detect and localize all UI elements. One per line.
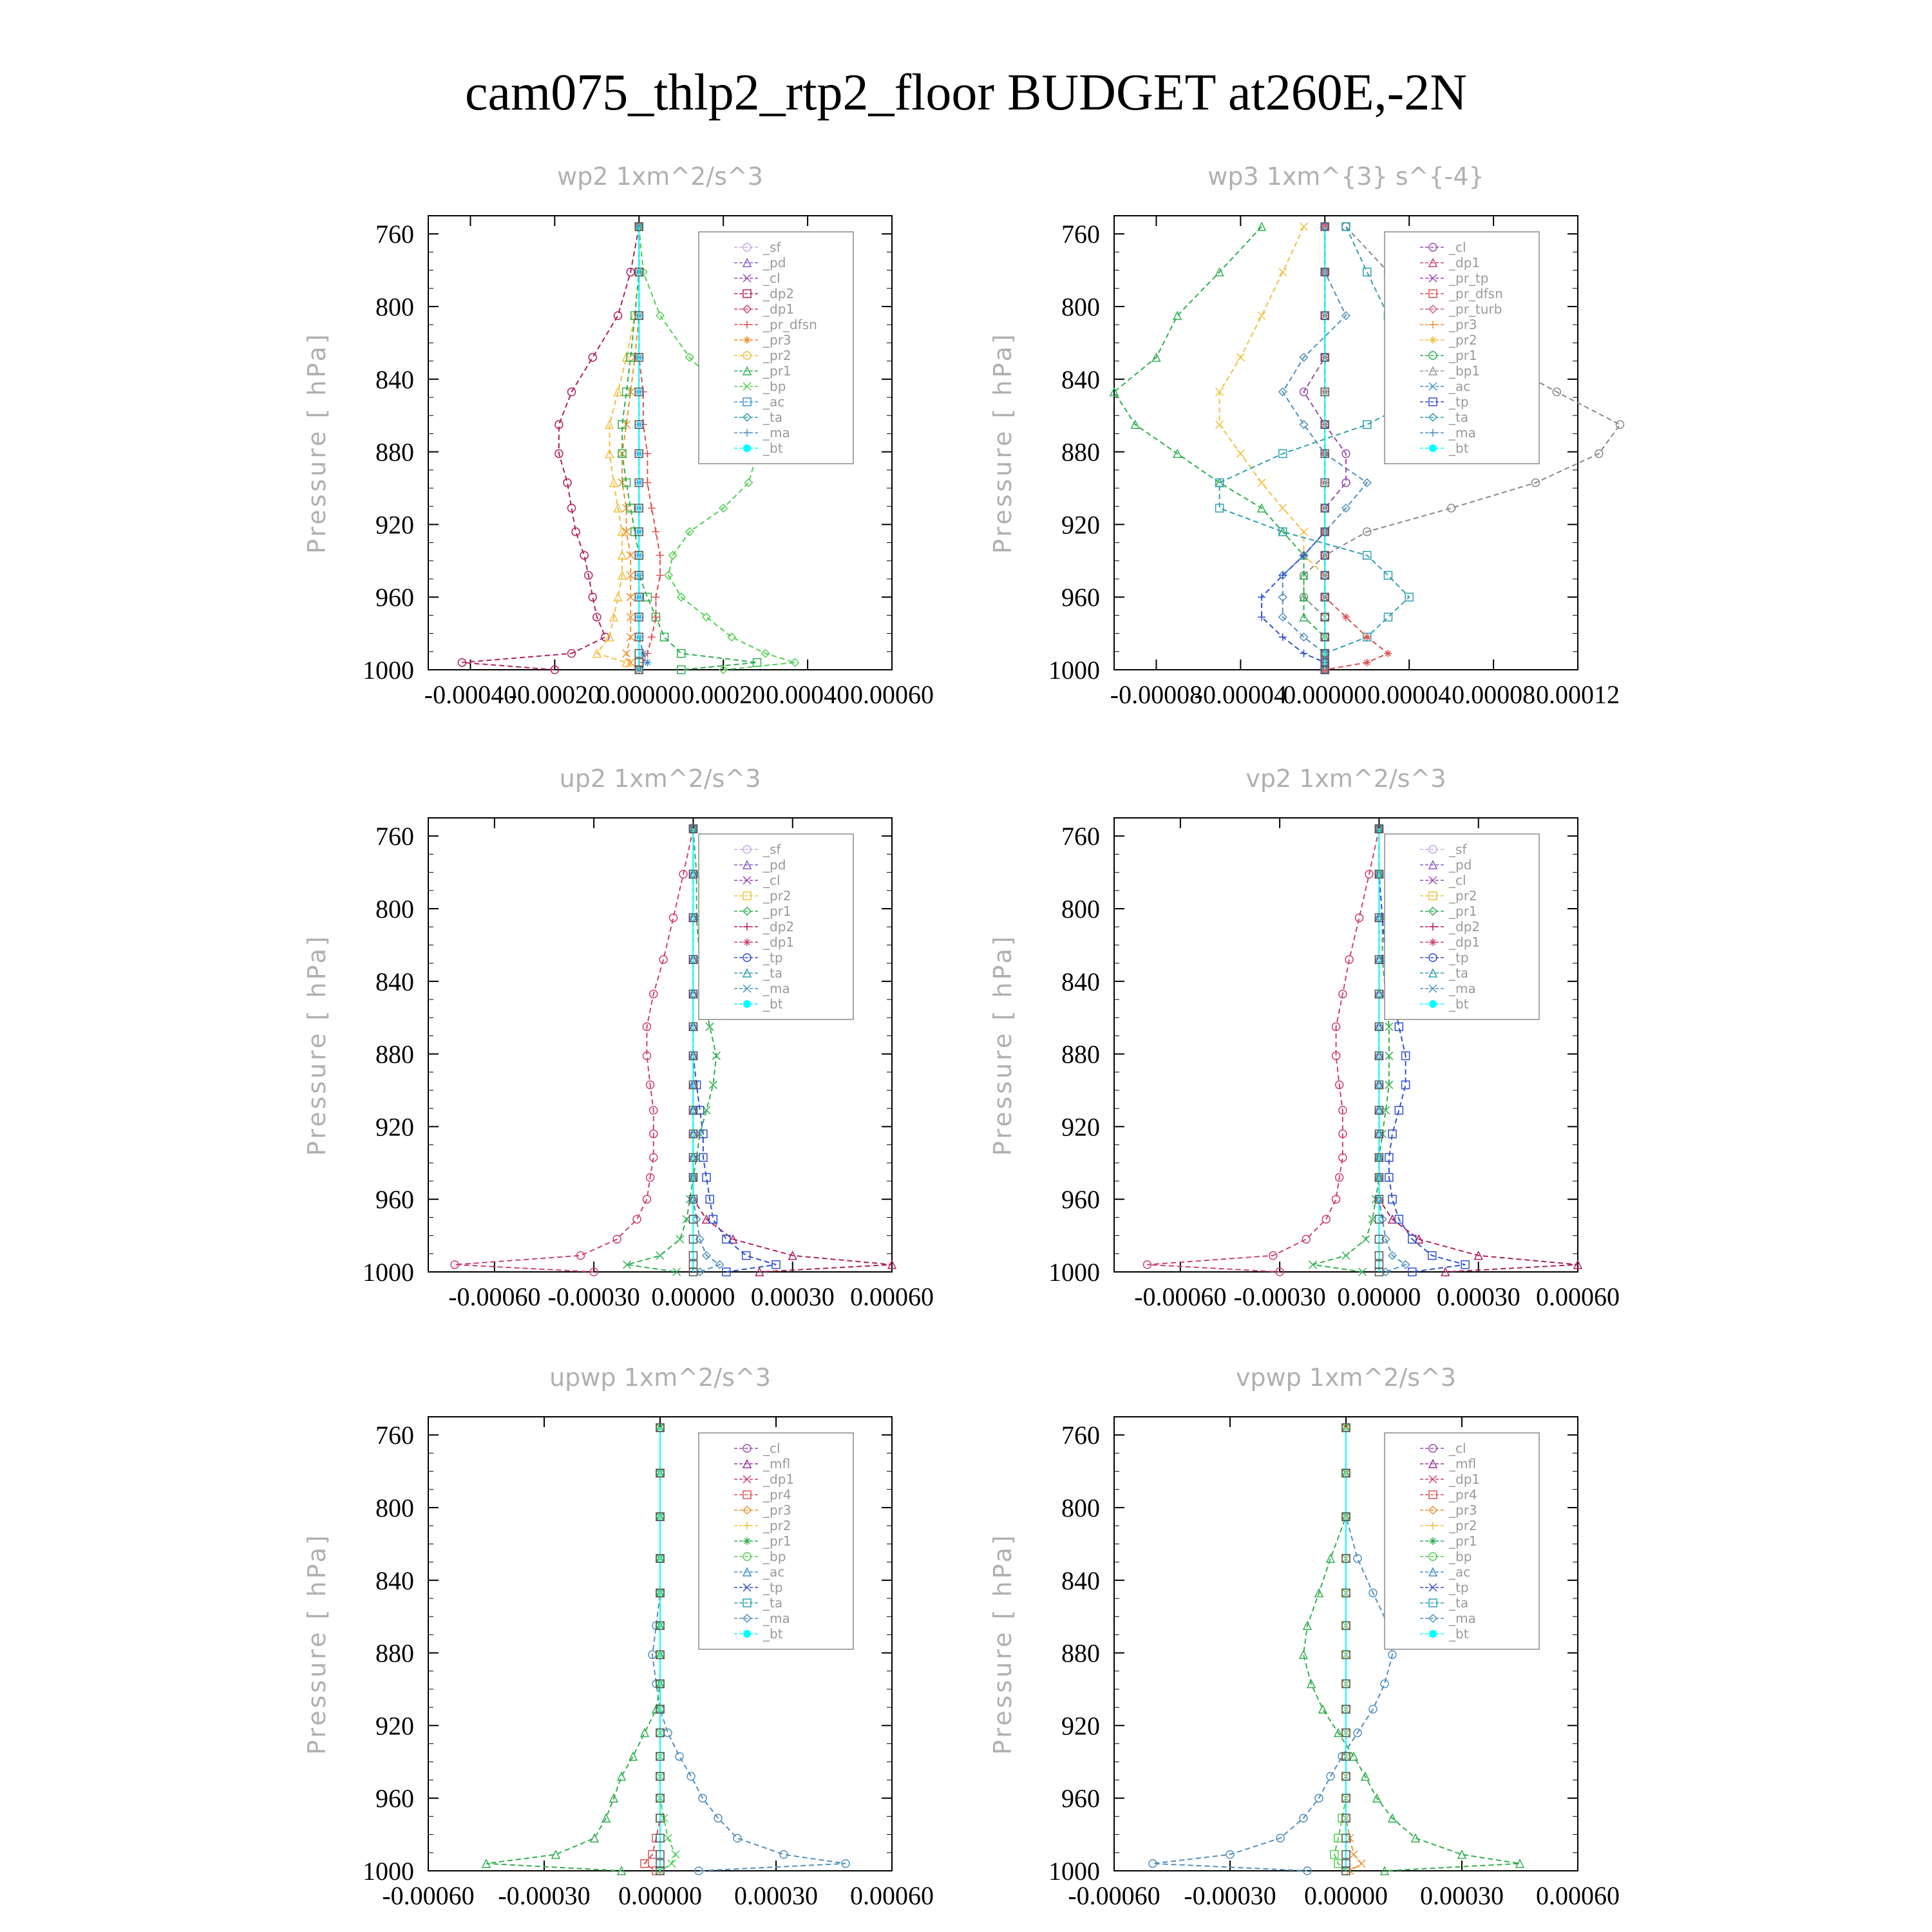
legend-marker <box>1429 1000 1437 1008</box>
data-point <box>676 1752 683 1760</box>
data-point <box>734 1834 741 1842</box>
data-point <box>1258 593 1265 601</box>
legend-label: _pr4 <box>763 1487 791 1502</box>
panel-title: vpwp 1xm^2/s^3 <box>1235 1363 1457 1392</box>
chart-panel-5 <box>303 1363 934 1910</box>
x-tick-label: -0.00060 <box>382 1881 475 1910</box>
legend-label: _tp <box>1449 394 1469 410</box>
y-tick-label: 760 <box>1061 1421 1100 1450</box>
legend-label: _pd <box>1449 857 1472 873</box>
legend-label: _dp2 <box>1449 919 1481 934</box>
y-tick-label: 760 <box>1061 220 1100 249</box>
series-dp1 <box>1143 825 1383 1276</box>
legend-label: _bt <box>1449 996 1469 1012</box>
legend-label: _bt <box>763 440 783 456</box>
data-point <box>633 1215 641 1223</box>
legend-label: _pr2 <box>1449 1518 1477 1533</box>
legend-label: _cl <box>763 270 781 286</box>
y-axis-label: Pressure [ hPa] <box>989 934 1017 1156</box>
x-tick-label: -0.00020 <box>508 680 601 709</box>
legend-label: _cl <box>763 1441 781 1456</box>
x-tick-label: 0.00000 <box>597 680 681 709</box>
data-point <box>1279 268 1287 276</box>
x-tick-label: 0.00020 <box>681 680 766 709</box>
data-point <box>648 633 656 641</box>
x-tick-label: 0.00030 <box>1420 1881 1504 1910</box>
legend-label: _dp2 <box>763 919 795 934</box>
series-bt <box>656 1424 664 1875</box>
data-point <box>1350 1851 1358 1859</box>
data-point <box>1258 479 1265 487</box>
x-tick-label: 0.00060 <box>1536 1881 1620 1910</box>
x-tick-label: 0.00000 <box>1304 1881 1388 1910</box>
series-pr_dfsn <box>1321 223 1392 674</box>
legend <box>1385 1433 1539 1649</box>
data-point <box>1300 223 1308 231</box>
legend-label: _dp1 <box>763 301 795 317</box>
y-tick-label: 1000 <box>363 1857 414 1886</box>
x-tick-label: -0.00030 <box>547 1282 640 1311</box>
data-point <box>1309 1261 1317 1269</box>
legend-label: _pr2 <box>763 1518 791 1533</box>
series-line <box>1346 1428 1361 1871</box>
legend-label: _ma <box>763 425 790 440</box>
series-line <box>645 1428 660 1871</box>
legend-label: _bp <box>763 1549 786 1564</box>
legend-label: _bt <box>1449 1626 1469 1642</box>
legend-label: _dp1 <box>1449 255 1481 270</box>
y-tick-label: 960 <box>1061 1784 1100 1814</box>
legend-label: _tp <box>763 1580 783 1595</box>
data-point <box>1279 633 1287 641</box>
y-tick-label: 920 <box>375 1711 414 1741</box>
data-point <box>643 593 651 601</box>
data-point <box>1384 650 1392 658</box>
legend-marker <box>743 1000 751 1008</box>
legend-label: _pr2 <box>763 348 791 363</box>
y-tick-label: 880 <box>1061 437 1100 467</box>
series-line <box>1153 1428 1392 1871</box>
x-tick-label: 0.00000 <box>1337 1282 1421 1311</box>
data-point <box>591 1834 598 1842</box>
chart-panel-3 <box>303 764 934 1311</box>
x-tick-label: 0.00004 <box>1367 680 1452 709</box>
legend-label: _pr2 <box>1449 332 1477 348</box>
data-point <box>1258 312 1265 319</box>
series-bt <box>635 223 643 674</box>
data-point <box>664 1729 672 1737</box>
data-point <box>1358 1860 1365 1868</box>
figure-title: cam075_thlp2_rtp2_floor BUDGET at260E,-2N <box>464 64 1468 121</box>
x-tick-label: -0.00030 <box>1184 1881 1276 1910</box>
legend <box>1385 834 1539 1019</box>
x-tick-label: 0.00060 <box>850 1881 934 1910</box>
y-tick-label: 840 <box>375 1566 414 1595</box>
x-tick-label: 0.00000 <box>651 1282 735 1311</box>
series-bt <box>1375 825 1383 1276</box>
legend-label: _pr4 <box>1449 1487 1477 1502</box>
legend-marker <box>1429 1630 1437 1638</box>
y-tick-label: 960 <box>1061 1185 1100 1215</box>
chart-panel-4 <box>989 764 1620 1311</box>
legend-label: _ma <box>1449 981 1476 996</box>
data-point <box>652 528 659 536</box>
x-tick-label: 0.00060 <box>850 680 934 709</box>
data-point <box>1236 450 1244 457</box>
legend-label: _ma <box>763 981 790 996</box>
legend-label: _bt <box>763 996 783 1012</box>
y-tick-label: 840 <box>1061 967 1100 996</box>
legend-label: _sf <box>1449 842 1467 857</box>
legend-label: _sf <box>763 842 781 857</box>
legend-label: _ac <box>1449 1564 1471 1580</box>
y-tick-label: 960 <box>375 1784 414 1814</box>
y-tick-label: 840 <box>375 365 414 394</box>
y-tick-label: 760 <box>375 822 414 851</box>
data-point <box>1363 633 1371 641</box>
legend-label: _dp1 <box>763 934 795 950</box>
data-point <box>1342 1252 1350 1260</box>
legend-label: _pr1 <box>1449 1533 1477 1549</box>
legend-label: _dp1 <box>1449 934 1481 950</box>
legend-label: _mfl <box>763 1456 791 1472</box>
x-tick-label: 0.00008 <box>1452 680 1536 709</box>
legend-label: _ta <box>1449 1595 1469 1611</box>
y-tick-label: 1000 <box>363 1258 414 1287</box>
series-line <box>1147 829 1379 1272</box>
data-point <box>664 1834 672 1842</box>
legend-label: _pr1 <box>1449 904 1477 919</box>
data-point <box>643 479 651 487</box>
legend-label: _pr_tp <box>1449 270 1489 286</box>
legend-label: _dp1 <box>1449 1472 1481 1487</box>
legend-label: _mfl <box>1449 1456 1477 1472</box>
legend-label: _dp1 <box>763 1472 795 1487</box>
legend-label: _ma <box>1449 425 1476 440</box>
legend-label: _pr2 <box>1449 888 1477 904</box>
legend-label: _pr1 <box>763 1533 791 1549</box>
data-point <box>1279 504 1287 512</box>
data-point <box>1302 1235 1310 1243</box>
data-point <box>623 650 630 658</box>
data-point <box>648 504 656 512</box>
legend-label: _bp1 <box>1449 363 1481 379</box>
x-tick-label: -0.00030 <box>1233 1282 1326 1311</box>
data-point <box>643 450 651 457</box>
y-axis-label: Pressure [ hPa] <box>989 332 1017 554</box>
legend-label: _pr3 <box>1449 317 1477 332</box>
x-tick-label: -0.00060 <box>448 1282 541 1311</box>
data-point <box>656 551 664 559</box>
legend-label: _ta <box>763 965 783 981</box>
data-point <box>668 1860 676 1868</box>
legend <box>699 834 853 1019</box>
series-line <box>1220 227 1325 670</box>
series-ac <box>635 223 651 674</box>
legend-label: _ac <box>1449 379 1471 394</box>
legend-label: _ac <box>763 1564 785 1580</box>
data-point <box>656 571 664 579</box>
panel-title: up2 1xm^2/s^3 <box>559 764 761 793</box>
data-point <box>1327 1555 1334 1562</box>
x-tick-label: -0.00060 <box>1068 1881 1160 1910</box>
legend <box>699 1433 853 1649</box>
panel-title: wp2 1xm^2/s^3 <box>557 162 763 191</box>
legend-marker <box>743 1630 751 1638</box>
y-tick-label: 880 <box>1061 1638 1100 1668</box>
y-tick-label: 840 <box>375 967 414 996</box>
y-tick-label: 800 <box>375 895 414 923</box>
legend-label: _bp <box>763 379 786 394</box>
data-point <box>656 1252 664 1260</box>
data-point <box>672 1851 679 1859</box>
legend-label: _pr3 <box>763 332 791 348</box>
legend-label: _bp <box>1449 1549 1472 1564</box>
series-bp <box>1331 1424 1350 1875</box>
legend-label: _cl <box>1449 240 1466 255</box>
series-tp <box>1258 223 1329 674</box>
panel-title: wp3 1xm^{3} s^{-4} <box>1208 162 1484 191</box>
data-point <box>1363 659 1371 667</box>
y-tick-label: 800 <box>1061 895 1100 923</box>
data-point <box>614 312 622 319</box>
y-tick-label: 920 <box>1061 1711 1100 1741</box>
legend-label: _ma <box>1449 1611 1476 1626</box>
legend-label: _pr2 <box>763 888 791 904</box>
series-line <box>597 227 639 670</box>
y-tick-label: 800 <box>375 1493 414 1522</box>
legend-label: _tp <box>1449 1580 1469 1595</box>
x-tick-label: 0.00000 <box>1283 680 1367 709</box>
y-axis-label: Pressure [ hPa] <box>303 1533 331 1755</box>
y-tick-label: 800 <box>1061 292 1100 321</box>
legend-label: _bt <box>1449 440 1469 456</box>
data-point <box>1319 1705 1327 1713</box>
series-pr2 <box>1216 223 1329 674</box>
data-point <box>676 1235 684 1243</box>
legend-label: _ta <box>1449 965 1469 981</box>
x-tick-label: 0.00012 <box>1536 680 1620 709</box>
series-ma <box>1149 1424 1396 1875</box>
data-point <box>1363 421 1371 428</box>
y-tick-label: 960 <box>375 1185 414 1215</box>
x-tick-label: 0.00030 <box>1436 1282 1520 1311</box>
y-axis-label: Pressure [ hPa] <box>303 332 331 554</box>
data-point <box>652 593 659 601</box>
y-tick-label: 840 <box>1061 1566 1100 1595</box>
data-point <box>1300 1651 1307 1658</box>
y-tick-label: 1000 <box>1048 1258 1100 1287</box>
series-line <box>1313 829 1389 1272</box>
legend-label: _pr3 <box>763 1502 791 1518</box>
x-tick-label: -0.00030 <box>498 1881 591 1910</box>
x-tick-label: -0.00004 <box>1194 680 1287 709</box>
series-dp2 <box>458 223 643 674</box>
legend-label: _ta <box>763 1595 783 1611</box>
x-tick-label: 0.00030 <box>734 1881 818 1910</box>
legend-label: _bt <box>763 1626 783 1642</box>
legend <box>699 232 853 464</box>
x-tick-label: -0.00060 <box>1134 1282 1227 1311</box>
x-tick-label: 0.00030 <box>750 1282 835 1311</box>
data-point <box>652 613 659 621</box>
data-point <box>589 354 596 361</box>
series-line <box>1334 1428 1346 1871</box>
y-tick-label: 880 <box>375 1039 414 1069</box>
chart-panel-2 <box>989 162 1624 709</box>
data-point <box>1216 421 1224 428</box>
data-point <box>1363 268 1371 276</box>
y-axis-label: Pressure [ hPa] <box>303 934 331 1156</box>
data-point <box>1381 1680 1388 1688</box>
y-tick-label: 880 <box>375 437 414 467</box>
data-point <box>1362 1235 1370 1243</box>
series-dp1 <box>451 825 697 1276</box>
data-point <box>1448 504 1455 512</box>
data-point <box>1300 650 1308 658</box>
panel-title: upwp 1xm^2/s^3 <box>549 1363 771 1392</box>
legend-marker <box>1429 444 1437 452</box>
legend-marker <box>743 444 751 452</box>
series-line <box>1114 227 1325 670</box>
y-tick-label: 960 <box>1061 583 1100 612</box>
legend-label: _ta <box>763 410 783 425</box>
data-point <box>629 1752 637 1760</box>
series-pr1 <box>1110 223 1329 674</box>
series-bt <box>1321 223 1329 674</box>
chart-panel-6 <box>989 1363 1620 1910</box>
legend-label: _pr3 <box>1449 1502 1477 1518</box>
data-point <box>627 633 634 641</box>
y-tick-label: 760 <box>375 1421 414 1450</box>
y-axis-label: Pressure [ hPa] <box>989 1533 1017 1755</box>
y-tick-label: 840 <box>1061 365 1100 394</box>
legend-label: _tp <box>763 950 783 965</box>
y-tick-label: 920 <box>375 1112 414 1142</box>
legend-label: _pr_turb <box>1449 301 1502 317</box>
y-tick-label: 920 <box>1061 1112 1100 1142</box>
series-pr1 <box>482 1424 664 1875</box>
data-point <box>1354 1555 1361 1562</box>
x-tick-label: 0.00040 <box>766 680 850 709</box>
data-point <box>1616 421 1624 428</box>
data-point <box>1395 1106 1403 1114</box>
legend-label: _ac <box>763 394 785 410</box>
legend-label: _ma <box>763 1611 790 1626</box>
y-tick-label: 800 <box>1061 1493 1100 1522</box>
legend-label: _pd <box>763 255 786 270</box>
series-bt <box>689 825 697 1276</box>
series-bt <box>1342 1424 1350 1875</box>
x-tick-label: 0.00060 <box>850 1282 934 1311</box>
y-tick-label: 880 <box>375 1638 414 1668</box>
x-tick-label: -0.00008 <box>1110 680 1203 709</box>
y-tick-label: 1000 <box>1048 656 1100 685</box>
legend-label: _pd <box>763 857 786 873</box>
legend-label: _ta <box>1449 410 1469 425</box>
series-line <box>660 1428 676 1871</box>
legend-label: _cl <box>1449 873 1466 888</box>
data-point <box>641 1729 649 1737</box>
y-tick-label: 760 <box>1061 822 1100 851</box>
data-point <box>618 1772 625 1780</box>
legend-label: _pr1 <box>1449 348 1477 363</box>
y-tick-label: 800 <box>375 292 414 321</box>
series-pr2 <box>593 223 643 674</box>
chart-panel-1 <box>303 162 934 709</box>
legend-label: _pr1 <box>763 363 791 379</box>
legend-label: _dp2 <box>763 286 795 301</box>
data-point <box>1236 354 1244 361</box>
y-tick-label: 1000 <box>363 656 414 685</box>
legend <box>1385 232 1539 464</box>
y-tick-label: 760 <box>375 220 414 249</box>
series-line <box>455 829 693 1272</box>
legend-label: _sf <box>763 240 781 255</box>
data-point <box>614 388 622 396</box>
legend-label: _pr_dfsn <box>1449 286 1503 301</box>
series-line <box>462 227 639 670</box>
y-tick-label: 1000 <box>1048 1857 1100 1886</box>
panel-title: vp2 1xm^2/s^3 <box>1245 764 1446 793</box>
legend-label: _pr_dfsn <box>763 317 817 332</box>
x-tick-label: 0.00060 <box>1536 1282 1620 1311</box>
legend-label: _cl <box>1449 1441 1466 1456</box>
legend-label: _cl <box>763 873 781 888</box>
x-tick-label: 0.00000 <box>618 1881 702 1910</box>
data-point <box>1300 528 1308 536</box>
series-line <box>1262 227 1325 670</box>
y-tick-label: 920 <box>1061 510 1100 540</box>
y-tick-label: 880 <box>1061 1039 1100 1069</box>
legend-label: _pr1 <box>763 904 791 919</box>
panels <box>303 162 1624 1910</box>
series-line <box>486 1428 660 1871</box>
y-tick-label: 920 <box>375 510 414 540</box>
x-tick-label: -0.00040 <box>424 680 517 709</box>
legend-label: _tp <box>1449 950 1469 965</box>
y-tick-label: 960 <box>375 583 414 612</box>
